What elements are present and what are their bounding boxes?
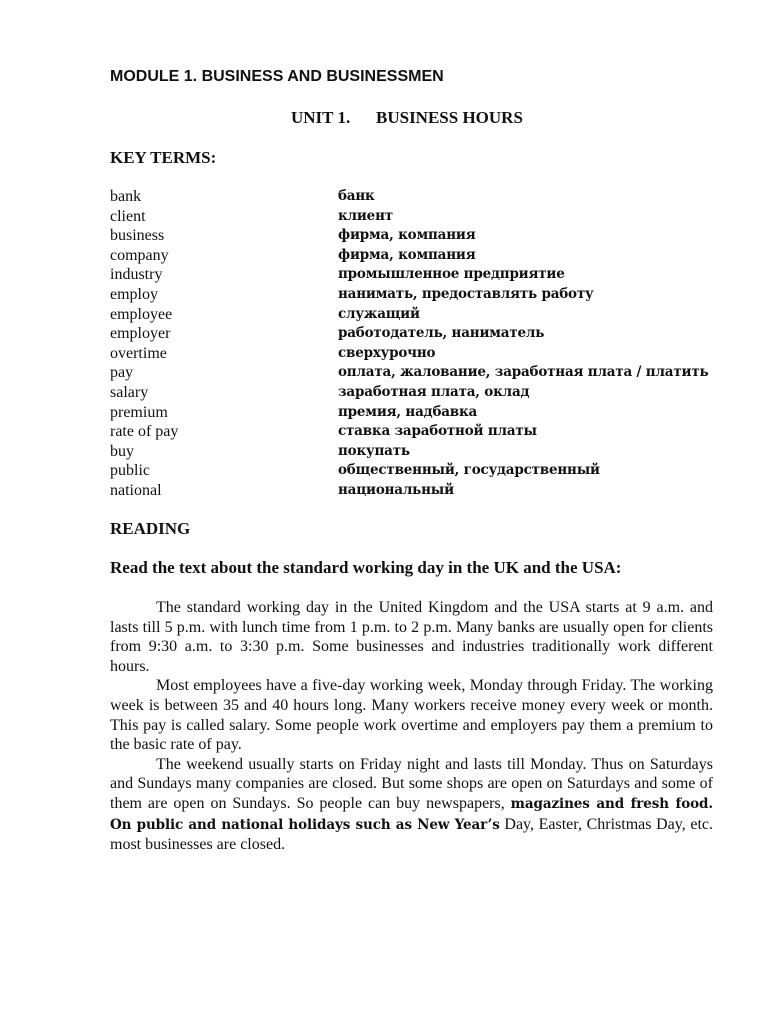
term-english: premium xyxy=(110,403,168,421)
term-row xyxy=(110,481,710,501)
term-russian: работодатель, наниматель xyxy=(338,325,545,342)
term-russian: фирма, компания xyxy=(338,246,476,263)
term-russian: оплата, жалование, заработная плата / платить xyxy=(338,364,709,381)
term-russian: банк xyxy=(338,188,375,204)
term-row xyxy=(110,265,710,285)
term-english: overtime xyxy=(110,344,167,362)
term-row xyxy=(110,442,710,462)
term-english: client xyxy=(110,207,146,225)
paragraph xyxy=(110,755,713,855)
module-title: MODULE 1. BUSINESS AND BUSINESSMEN xyxy=(110,68,444,85)
term-row xyxy=(110,246,710,266)
term-row xyxy=(110,383,710,403)
term-row xyxy=(110,344,710,364)
term-english: salary xyxy=(110,383,149,401)
term-russian: нанимать, предоставлять работу xyxy=(338,285,594,302)
paragraph-text: The weekend usually starts on Friday night and lasts till Monday. Thus on Saturdays and Sundays many companies are closed. But some shops are open on Saturdays and some of them are open on Sundays. So people can buy newspapers, xyxy=(110,755,713,812)
reading-text xyxy=(110,598,713,855)
term-row xyxy=(110,363,710,383)
term-russian: покупать xyxy=(338,442,410,459)
term-english: buy xyxy=(110,442,134,460)
term-english: national xyxy=(110,481,162,499)
unit-number: UNIT 1. xyxy=(291,108,351,127)
term-russian: национальный xyxy=(338,481,454,498)
term-russian: заработная плата, оклад xyxy=(338,383,530,400)
term-row xyxy=(110,305,710,325)
term-row xyxy=(110,324,710,344)
key-terms-heading: KEY TERMS: xyxy=(110,148,217,167)
reading-heading: READING xyxy=(110,519,191,538)
term-english: industry xyxy=(110,266,163,284)
unit-title xyxy=(291,108,523,128)
term-row xyxy=(110,403,710,423)
term-row xyxy=(110,207,710,227)
term-russian: клиент xyxy=(338,207,393,224)
term-english: bank xyxy=(110,188,142,205)
term-english: employee xyxy=(110,305,173,323)
term-russian: общественный, государственный xyxy=(338,462,600,479)
term-english: public xyxy=(110,462,150,480)
term-russian: служащий xyxy=(338,305,420,322)
unit-name: BUSINESS HOURS xyxy=(376,108,523,127)
term-russian: промышленное предприятие xyxy=(338,266,565,283)
term-russian: сверхурочно xyxy=(338,344,436,361)
paragraph-text-bold: magazines and fresh food. On public and national holidays such as New Year’s xyxy=(110,795,713,833)
term-row xyxy=(110,461,710,481)
paragraph: Most employees have a five-day working week, Monday through Friday. The working week is between 35 and 40 hours long. Many workers receive money every week or month. This pay is called salary. Some people work overtime and employers pay them a premium to the basic rate of pay. xyxy=(110,677,713,754)
reading-task: Read the text about the standard working day in the UK and the USA: xyxy=(110,558,622,577)
term-russian: ставка заработной платы xyxy=(338,423,537,440)
term-english: company xyxy=(110,246,169,264)
key-terms-list xyxy=(110,187,710,501)
term-english: rate of pay xyxy=(110,423,179,441)
paragraph-text: Day, Easter, Christmas Day, etc. most businesses are closed. xyxy=(110,815,714,854)
term-row xyxy=(110,187,710,207)
term-row xyxy=(110,285,710,305)
term-english: pay xyxy=(110,364,134,382)
term-english: business xyxy=(110,227,165,245)
term-row xyxy=(110,226,710,246)
term-english: employer xyxy=(110,325,171,343)
term-russian: премия, надбавка xyxy=(338,403,478,420)
term-russian: фирма, компания xyxy=(338,227,476,244)
term-english: employ xyxy=(110,285,158,303)
paragraph: The standard working day in the United Kingdom and the USA starts at 9 a.m. and lasts till 5 p.m. with lunch time from 1 p.m. to 2 p.m. Many banks are usually open for clients from 9:30 a.m. to 3:30 p.m. Some businesses and industries traditionally work different hours. xyxy=(110,599,713,675)
term-row xyxy=(110,422,710,442)
